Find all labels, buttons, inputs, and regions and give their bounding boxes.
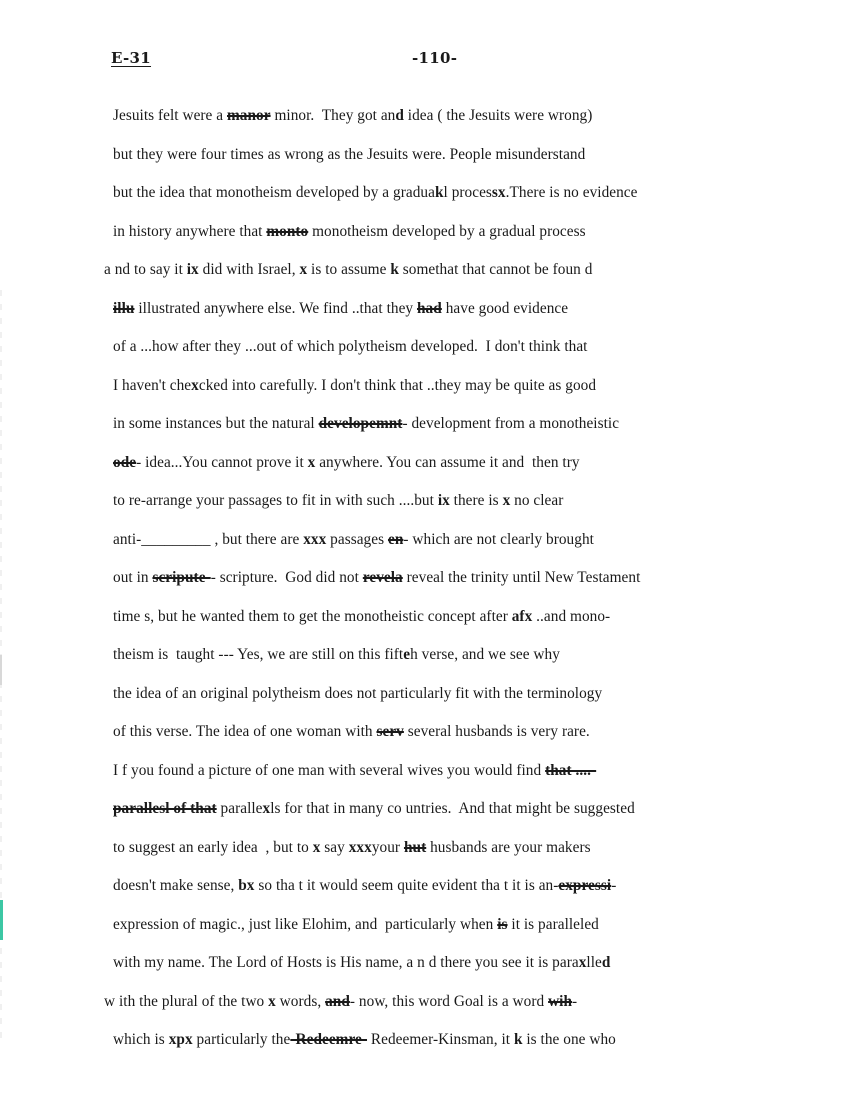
line-text: minor. They got an <box>270 107 396 124</box>
line-text: - which are not clearly brought <box>403 530 594 548</box>
overtyped-text: bx <box>238 877 255 894</box>
struck-text: manor <box>227 107 271 124</box>
text-line <box>113 605 610 629</box>
line-text: a nd to say it <box>104 261 187 278</box>
line-text: - idea...You cannot prove it <box>136 453 308 471</box>
page-number: -110- <box>412 49 458 67</box>
line-text: anywhere. You can assume it and then try <box>315 453 580 471</box>
struck-text: is <box>497 915 508 933</box>
text-line <box>113 759 596 783</box>
overtyped-text: x <box>299 261 308 278</box>
struck-text: developemnt <box>318 415 403 432</box>
text-line <box>104 990 577 1014</box>
overtyped-text: d <box>395 107 404 124</box>
struck-text: illu <box>113 299 135 317</box>
overtyped-text: x <box>262 800 271 817</box>
text-line <box>113 874 616 898</box>
line-text: h verse, and we see why <box>410 646 560 663</box>
line-text: time s, but he wanted them to get the monotheistic concept after <box>113 607 512 625</box>
text-line <box>113 451 580 475</box>
text-line <box>113 720 590 744</box>
line-text: in history anywhere that <box>113 222 267 240</box>
scan-gray-artifact <box>0 655 2 685</box>
text-line <box>113 951 610 975</box>
line-text: there is <box>449 492 503 509</box>
line-text: monotheism developed by a gradual process <box>308 222 586 240</box>
struck-text: serv <box>376 723 404 740</box>
overtyped-text: k <box>390 261 399 278</box>
line-text: particularly the <box>192 1031 291 1048</box>
line-text: so tha t it would seem quite evident tha t it is an- <box>254 877 559 894</box>
struck-text: expressi <box>558 877 612 894</box>
line-text: ..and mono- <box>532 607 611 625</box>
line-text: of this verse. The idea of one woman with <box>113 723 377 740</box>
line-text: idea ( the Jesuits were wrong) <box>403 107 593 124</box>
overtyped-text: x <box>578 954 587 971</box>
line-text: .There is no evidence <box>505 184 638 201</box>
line-text: words, <box>275 992 326 1010</box>
line-text: the idea of an original polytheism does not particularly fit with the terminology <box>113 684 603 702</box>
struck-text: parallesl of that <box>113 800 217 817</box>
line-text: _________ <box>141 530 211 548</box>
line-text: in some instances but the natural <box>113 415 319 432</box>
line-text: but they were four times as wrong as the Jesuits were. People misunderstand <box>113 145 586 163</box>
overtyped-text: xxx <box>303 530 327 548</box>
struck-text: scripute- <box>152 569 211 586</box>
text-line <box>113 913 599 937</box>
line-text: husbands are your makers <box>426 838 591 856</box>
line-text: to suggest an early idea , but to <box>113 838 313 856</box>
struck-text: hut <box>403 838 427 856</box>
line-text: is the one who <box>522 1031 616 1048</box>
struck-text: that ....- <box>545 761 597 779</box>
line-text: - development from a monotheistic <box>402 415 620 432</box>
line-text: did with Israel, <box>198 261 300 278</box>
line-text: paralle <box>216 800 263 817</box>
text-line <box>113 374 596 398</box>
line-text: with my name. The Lord of Hosts is His name, a n d there you see it is para <box>113 954 579 971</box>
text-line <box>104 258 592 282</box>
struck-text: wih <box>548 992 573 1010</box>
line-text: cked into carefully. I don't think that ..they may be quite as good <box>198 376 597 394</box>
text-line <box>113 181 638 205</box>
line-text: your <box>371 838 404 856</box>
line-text: somethat that cannot be foun d <box>398 261 593 278</box>
line-text: is to assume <box>307 261 391 278</box>
line-text: - now, this word Goal is a word <box>349 992 549 1010</box>
overtyped-text: afx <box>511 607 533 625</box>
line-text: say <box>320 838 349 856</box>
text-line <box>113 528 594 552</box>
overtyped-text: k <box>513 1031 523 1048</box>
line-text: out in <box>113 569 153 586</box>
line-text: doesn't make sense, <box>113 877 239 894</box>
overtyped-text: x <box>502 492 511 509</box>
page-header <box>111 49 811 73</box>
text-line <box>113 412 619 436</box>
line-text: which is <box>113 1031 169 1048</box>
overtyped-text: xxx <box>348 838 372 856</box>
line-text: - <box>611 877 617 894</box>
overtyped-text: k <box>434 184 444 201</box>
text-line <box>113 335 587 359</box>
text-line <box>113 643 560 667</box>
text-line <box>113 489 563 513</box>
scan-color-artifact <box>0 900 3 940</box>
struck-text: ode <box>113 453 137 471</box>
overtyped-text: x <box>268 992 276 1010</box>
text-line <box>113 297 568 321</box>
line-text: I haven't che <box>113 376 192 394</box>
overtyped-text: x <box>312 838 321 856</box>
struck-text: revela <box>362 569 403 586</box>
overtyped-text: xpx <box>168 1031 193 1048</box>
text-line <box>113 1028 616 1052</box>
line-text: no clear <box>510 492 564 509</box>
line-text: ls for that in many co untries. And that might be suggested <box>270 800 635 817</box>
overtyped-text: x <box>307 453 316 471</box>
line-text: w ith the plural of the two <box>104 992 269 1010</box>
line-text: - scripture. God did not <box>210 569 363 586</box>
line-text: l proces <box>443 184 492 201</box>
document-id: E-31 <box>111 49 152 67</box>
line-text: anti- <box>113 530 142 548</box>
line-text: Redeemer-Kinsman, it <box>367 1031 514 1048</box>
overtyped-text: sx <box>491 184 506 201</box>
line-text: Jesuits felt were a <box>113 107 227 124</box>
overtyped-text: e <box>403 646 411 663</box>
line-text: it is paralleled <box>507 915 599 933</box>
line-text: lle <box>586 954 602 971</box>
struck-text: monto <box>266 222 309 240</box>
line-text: I f you found a picture of one man with several wives you would find <box>113 761 546 779</box>
line-text: passages <box>326 530 388 548</box>
text-line <box>113 143 585 167</box>
line-text: illustrated anywhere else. We find ..that they <box>134 299 417 317</box>
line-text: of a ...how after they ...out of which polytheism developed. I don't think that <box>113 338 588 355</box>
struck-text: had <box>417 299 442 317</box>
line-text: several husbands is very rare. <box>403 723 590 740</box>
overtyped-text: ix <box>186 261 199 278</box>
line-text: have good evidence <box>441 299 569 317</box>
overtyped-text: ix <box>437 492 450 509</box>
text-line <box>113 797 635 821</box>
text-line <box>113 104 592 128</box>
struck-text: and <box>325 992 350 1010</box>
struck-text: en <box>387 530 404 548</box>
line-text: expression of magic., just like Elohim, and particularly when <box>113 915 498 933</box>
overtyped-text: d <box>601 954 611 971</box>
line-text: theism is taught --- Yes, we are still on this fift <box>113 646 404 663</box>
overtyped-text: x <box>191 376 199 394</box>
line-text: reveal the trinity until New Testament <box>402 569 641 586</box>
line-text: - <box>572 992 578 1010</box>
line-text: but the idea that monotheism developed by a gradua <box>113 184 435 201</box>
text-line <box>113 682 602 706</box>
line-text: to re-arrange your passages to fit in with such ....but <box>113 492 438 509</box>
text-line <box>113 566 640 590</box>
text-line <box>113 220 586 244</box>
struck-text: -Redeemre- <box>290 1031 368 1048</box>
text-line <box>113 836 591 860</box>
line-text: , but there are <box>210 530 304 548</box>
